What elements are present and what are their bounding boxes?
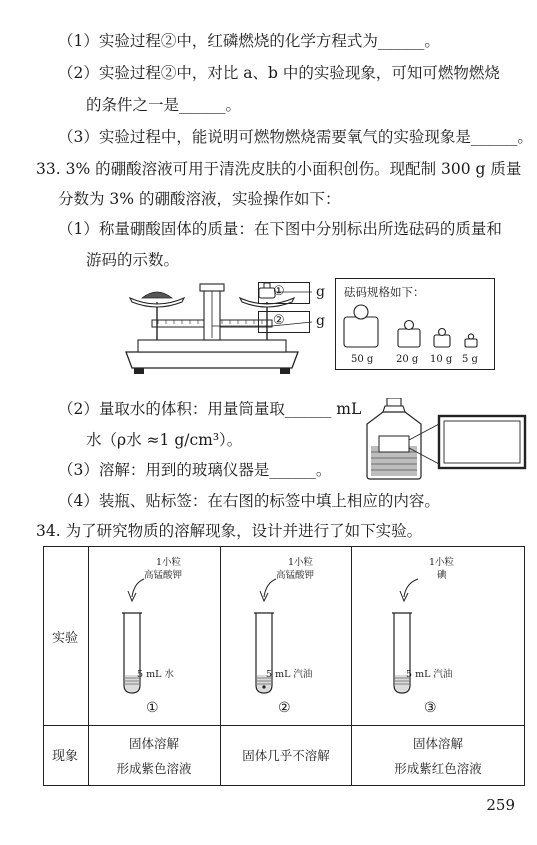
- box2-unit: g: [316, 313, 325, 329]
- weight-20g-label: 20 g: [396, 354, 419, 365]
- sample-pile-icon: [142, 292, 172, 298]
- box2-number: ②: [273, 313, 285, 328]
- weights-spec-title: 砝码规格如下：: [344, 285, 425, 299]
- q33-step1-line2: 游码的示数。: [86, 251, 180, 269]
- box1-unit: g: [316, 284, 325, 300]
- experiment-table: [43, 546, 525, 786]
- exp1-phenomenon-2: 形成紫色溶液: [116, 761, 192, 776]
- q33-step4: （4）装瓶、贴标签：在右图的标签中填上相应的内容。: [58, 492, 440, 510]
- reagent-bottle-figure: [365, 398, 530, 480]
- q33-step1-line1: （1）称量硼酸固体的质量：在下图中分别标出所选砝码的质量和: [58, 220, 502, 238]
- weight-answer-box[interactable]: [258, 282, 310, 304]
- exp1-solvent: 5 mL 水: [137, 669, 174, 680]
- exp3-phenomenon-2: 形成紫红色溶液: [394, 761, 482, 776]
- q33-step2-line2: 水（ρ水 ≈1 g/cm³）。: [86, 431, 243, 449]
- q32-part2-line2: 的条件之一是______。: [86, 96, 242, 114]
- exp2-number: ②: [278, 700, 291, 716]
- exp1-number: ①: [146, 700, 159, 716]
- exp3-number: ③: [424, 700, 437, 716]
- q34-stem: 34. 为了研究物质的溶解现象，设计并进行了如下实验。: [36, 522, 423, 540]
- q32-part1: （1）实验过程②中，红磷燃烧的化学方程式为______。: [58, 32, 440, 50]
- exp3-phenomenon-1: 固体溶解: [412, 736, 463, 751]
- q33-step2-line1: （2）量取水的体积：用量筒量取______ mL: [58, 400, 362, 418]
- exp2-solute-line1: 1小粒: [288, 557, 314, 568]
- q32-part2-line1: （2）实验过程②中，对比 a、b 中的实验现象，可知可燃物燃烧: [58, 64, 500, 82]
- page-number: 259: [486, 796, 515, 814]
- exp1-solute-line2: 高锰酸钾: [144, 570, 183, 581]
- exp2-solute-line2: 高锰酸钾: [276, 570, 315, 581]
- exp3-solute-line1: 1小粒: [429, 557, 455, 568]
- exp1-phenomenon-1: 固体溶解: [128, 736, 179, 751]
- label-answer-area[interactable]: [444, 421, 520, 463]
- weight-20g-icon: [398, 329, 420, 347]
- row-label-experiment: 实验: [52, 631, 79, 646]
- q33-stem-line1: 33. 3% 的硼酸溶液可用于清洗皮肤的小面积创伤。现配制 300 g 质量: [36, 160, 522, 178]
- weight-50g-icon: [344, 317, 378, 347]
- weight-50g-label: 50 g: [351, 354, 374, 365]
- exp2-phenomenon-1: 固体几乎不溶解: [242, 748, 330, 763]
- row-label-phenomenon: 现象: [52, 749, 79, 764]
- weight-5g-icon: [465, 339, 477, 347]
- exp1-solute-line1: 1小粒: [156, 557, 182, 568]
- q32-part3: （3）实验过程中，能说明可燃物燃烧需要氧气的实验现象是______。: [58, 128, 533, 146]
- q33-step3: （3）溶解：用到的玻璃仪器是______。: [58, 461, 332, 479]
- exp3-solute-line2: 碘: [437, 570, 447, 581]
- box1-number: ①: [273, 284, 285, 299]
- weights-icons: [336, 297, 496, 353]
- weight-10g-icon: [434, 335, 450, 347]
- weight-5g-label: 5 g: [462, 354, 478, 365]
- weights-spec-box: [335, 278, 495, 370]
- exp2-solvent: 5 mL 汽油: [266, 669, 313, 680]
- exp3-solvent: 5 mL 汽油: [406, 669, 453, 680]
- rider-answer-box[interactable]: [258, 311, 310, 333]
- weight-10g-label: 10 g: [430, 354, 453, 365]
- q33-stem-line2: 分数为 3% 的硼酸溶液，实验操作如下：: [58, 190, 341, 208]
